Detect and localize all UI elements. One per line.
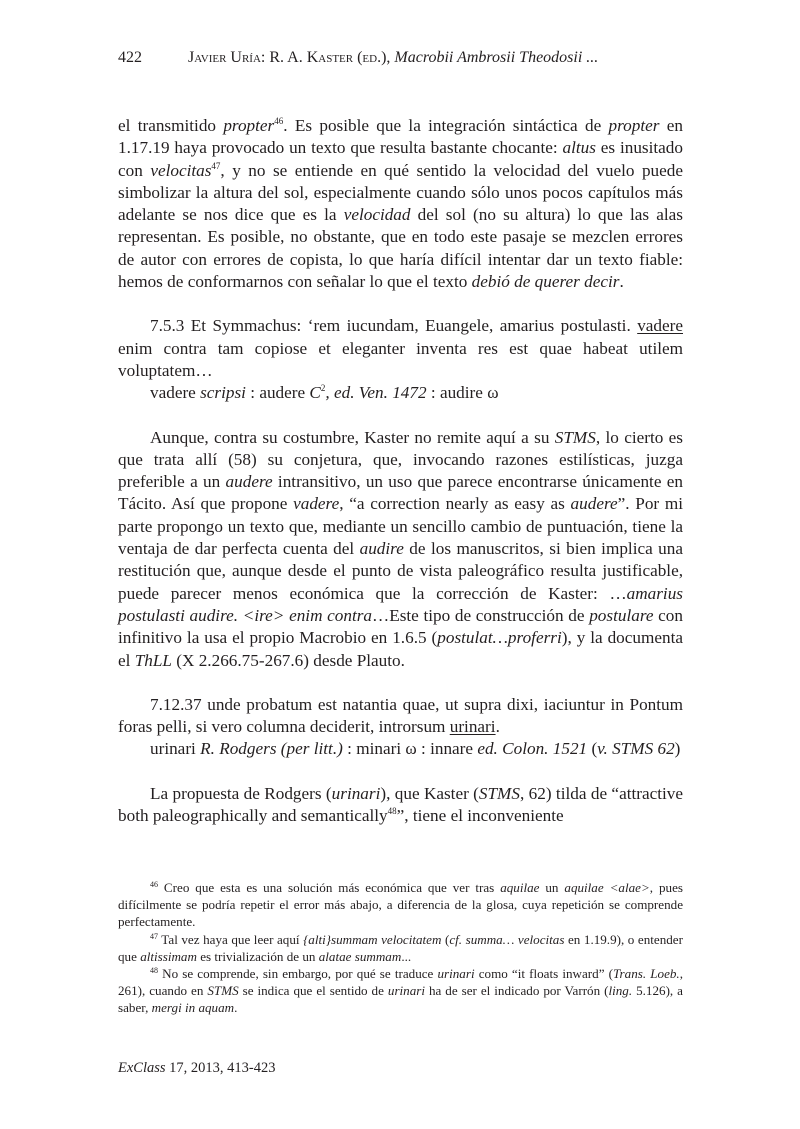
footnote-46 [118, 879, 683, 931]
text-run: La propuesta de Rodgers ( [150, 783, 332, 803]
italic-text: STMS [207, 983, 239, 999]
text-run: enim contra tam copiose et eleganter inventa res est quae habeat utilem voluptatem… [118, 338, 683, 380]
text-run: , lo cierto es que trata allí (58) su conjetura, que, invocando razones estilísticas, juzga preferible a un [118, 427, 683, 492]
italic-text: postulat…proferri [437, 628, 562, 648]
italic-text: v. STMS 62 [597, 739, 675, 759]
footnote-48 [118, 965, 683, 1017]
text-run: 5.126), a saber, [118, 983, 683, 1016]
text-run: en 1.17.19 haya provocado un texto que resulta bastante chocante: [118, 116, 683, 158]
paragraph-3 [118, 783, 683, 828]
footnote-ref-46[interactable]: 46 [274, 116, 284, 126]
italic-text: propter [223, 116, 275, 135]
text-run: , “a correction nearly as easy as [339, 494, 571, 514]
text-run: ”. Por mi parte propongo un texto que, mediante un sencillo cambio de puntuación, tiene la ventaja de dar perfecta cuenta del [118, 494, 684, 559]
text-run: en 1.19.9), o entender que [118, 931, 683, 964]
text-run: ”, tiene el inconveniente [396, 806, 564, 826]
text-run: intransitivo, un uso que parece encontrarse únicamente en Tácito. Así que propone [118, 472, 683, 514]
italic-text: ThLL [134, 650, 172, 670]
text-run: Tal vez haya que leer aquí [158, 931, 304, 947]
text-run: unde probatum est natantia quae, ut supra dixi, iaciuntur in Pontum foras pelli, si vero columna deciderit, introrsum [118, 694, 683, 737]
text-run: ) [674, 739, 681, 759]
text-run: ), que Kaster ( [380, 783, 479, 803]
italic-text: R. Rodgers (per litt.) [200, 739, 343, 759]
text-run: , pues difícilmente se podría repetir el error más abajo, a diferencia de la glosa, cuya repetición se comprende perfectamente. [118, 880, 683, 930]
superscript: 46 [150, 880, 158, 889]
text-run: …Este tipo de construcción de [372, 605, 590, 625]
text-run: . [495, 717, 500, 737]
italic-text: vadere [293, 494, 340, 514]
running-book-title: Macrobii Ambrosii Theodosii ... [394, 49, 599, 66]
italic-text: scripsi [200, 383, 246, 403]
footnote-ref-47[interactable]: 47 [211, 160, 221, 171]
text-run: No se comprende, sin embargo, por qué se traduce [158, 966, 438, 982]
running-header [118, 47, 700, 69]
passage-ref: 7.5.3 [150, 316, 185, 336]
text-run: de los manuscritos, si bien implica una restitución que, aunque desde el punto de vista paleográfico resulta justificable, puede parecer menos económica que la corrección de Kaster: … [118, 539, 683, 603]
italic-text: alatae summam [318, 948, 402, 964]
running-title: Javier Uría: R. A. Kaster (ed.), Macrobii Ambrosii Theodosii ... [188, 49, 599, 66]
journal-citation: 17, 2013, 413-423 [165, 1060, 276, 1076]
italic-text: urinari [437, 966, 475, 982]
text-run: Et Symmachus: ‘rem iucundam, Euangele, amarius postulasti. [184, 316, 638, 336]
italic-text: audere [570, 494, 618, 514]
text-run: : audire ω [426, 383, 499, 403]
text-run: ha de ser el indicado por Varrón ( [425, 983, 609, 999]
italic-text: audire [359, 539, 404, 559]
italic-text: aquilae [500, 880, 540, 895]
text-run: : audere [245, 383, 310, 403]
journal-name: ExClass [118, 1060, 166, 1076]
underlined-word: vadere [637, 316, 683, 336]
text-run: Creo que esta es una solución más económica que ver tras [158, 880, 501, 895]
italic-text: urinari [331, 783, 381, 803]
text-run: ), y la documenta el [118, 628, 683, 670]
italic-text: STMS [478, 783, 520, 803]
text-run: , 62) tilda de “attractive both paleographically and semantically [118, 783, 683, 826]
superscript: 47 [150, 931, 158, 941]
italic-text: altus [562, 138, 596, 158]
superscript: 2 [320, 383, 326, 394]
footnote-ref-48[interactable]: 48 [387, 806, 397, 817]
italic-text: velocitas [150, 160, 212, 180]
italic-text: ed. Colon. 1521 [477, 739, 588, 759]
paragraph-2 [118, 427, 683, 672]
italic-text: postulare [589, 605, 654, 625]
italic-text: amarius postulasti audire. <ire> enim contra [118, 583, 683, 625]
text-run: . [234, 1000, 238, 1016]
footnotes [118, 879, 683, 1017]
text-run: Aunque, contra su costumbre, Kaster no remite aquí a su [150, 427, 555, 447]
page-number: 422 [118, 49, 142, 66]
footnote-47 [118, 931, 683, 965]
paragraph-1 [118, 115, 683, 293]
text-run: . [619, 272, 624, 292]
italic-text: debió de querer decir [471, 272, 620, 292]
italic-text: altissimam [140, 948, 197, 964]
text-run: es inusitado con [118, 138, 683, 180]
text-run: , 261), cuando en [118, 966, 683, 999]
text-run: el transmitido [118, 116, 224, 135]
apparatus-2 [118, 738, 683, 760]
italic-text: ling. [608, 983, 633, 999]
latin-quote-7-12-37 [118, 694, 683, 739]
italic-text: mergi in aquam [151, 1000, 235, 1016]
text-run: (X 2.266.75-267.6) desde Plauto. [171, 650, 405, 670]
italic-text: cf. summa… velocitas [449, 931, 565, 947]
text-run: con infinitivo la usa el propio Macrobio en 1.6.5 ( [118, 605, 683, 648]
italic-text: velocidad [343, 205, 411, 225]
italic-text: Trans. Loeb. [613, 966, 680, 982]
text-run: un [539, 880, 565, 895]
running-author: Javier Uría [188, 49, 261, 66]
apparatus-1 [118, 382, 683, 404]
underlined-word: urinari [449, 717, 496, 737]
superscript: 48 [150, 966, 158, 976]
text-run: como “it floats inward” ( [474, 966, 613, 982]
text-run: , y no se entiende en qué sentido la velocidad del vuelo puede simbolizar la altura del sol, especialmente cuando sólo unos pocos capítulos más adelante se nos dice que es la [118, 160, 683, 225]
text-run: . Es posible que la integración sintáctica de [283, 116, 609, 135]
text-run: ... [401, 948, 412, 964]
main-text [118, 115, 683, 827]
text-run: : minari ω : innare [342, 739, 478, 759]
italic-text: {alti}summam velocitatem [303, 931, 442, 947]
text-run: se indica que el sentido de [238, 983, 388, 999]
italic-text: C [309, 383, 321, 403]
text-run: urinari [150, 739, 201, 759]
italic-text: audere [225, 472, 273, 492]
italic-text: aquilae <alae> [564, 880, 650, 895]
text-run: ( [441, 931, 450, 947]
text-run: del sol (no su altura) lo que las alas representan. Es posible, no obstante, que en todo este pasaje se mezclen errores de autor con errores de copista, lo que haría difícil intentar dar un texto fiable: hemos de conformarnos con señalar lo que el texto [118, 205, 683, 292]
italic-text: urinari [387, 983, 425, 999]
text-run: vadere [150, 383, 201, 403]
page-footer [118, 1060, 276, 1077]
italic-text: propter [608, 116, 660, 135]
italic-text: , ed. Ven. 1472 [325, 383, 427, 403]
text-run: ( [587, 739, 598, 759]
passage-ref: 7.12.37 [150, 694, 202, 714]
latin-quote-7-5-3 [118, 315, 683, 382]
italic-text: STMS [554, 427, 596, 447]
text-run: es trivialización de un [196, 948, 319, 964]
